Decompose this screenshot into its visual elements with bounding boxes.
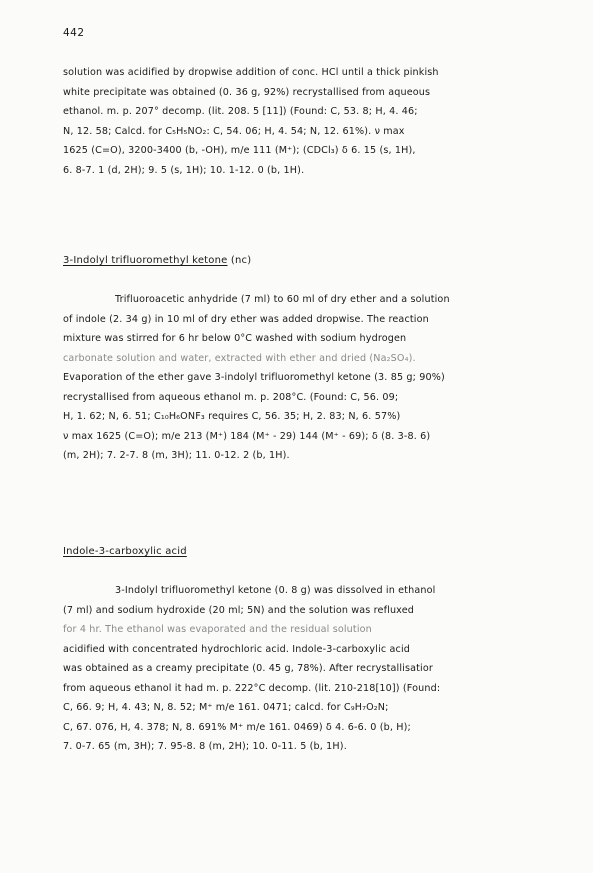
paragraph-carboxylic-acid — [63, 581, 563, 757]
text-line: was obtained as a creamy precipitate (0. 45 g, 78%). After recrystallisatior — [63, 663, 433, 674]
section-heading-indolyl-ketone — [63, 255, 251, 266]
heading-title: 3-Indolyl trifluoromethyl ketone — [63, 255, 228, 266]
text-line: acidified with concentrated hydrochloric acid. Indole-3-carboxylic acid — [63, 643, 411, 655]
text-line: C, 66. 9; H, 4. 43; N, 8. 52; M⁺ m/e 161. 0471; calcd. for C₉H₇O₂N; — [63, 702, 389, 713]
text-line: solution was acidified by dropwise addition of conc. HCl until a thick pinkish — [63, 67, 439, 78]
text-line: N, 12. 58; Calcd. for C₅H₅NO₂: C, 54. 06; H, 4. 54; N, 12. 61%). ν max — [63, 125, 405, 137]
text-line: ethanol. m. p. 207° decomp. (lit. 208. 5 [11]) (Found: C, 53. 8; H, 4. 46; — [63, 106, 418, 117]
text-line: 3-Indolyl trifluoromethyl ketone (0. 8 g) was dissolved in ethanol — [115, 585, 436, 596]
text-line: from aqueous ethanol it had m. p. 222°C decomp. (lit. 210-218[10]) (Found: — [63, 682, 441, 694]
text-line: 1625 (C=O), 3200-3400 (b, -OH), m/e 111 (M⁺); (CDCl₃) δ 6. 15 (s, 1H), — [63, 145, 416, 156]
section-heading-carboxylic-acid — [63, 546, 187, 557]
text-line: white precipitate was obtained (0. 36 g, 92%) recrystallised from aqueous — [63, 86, 431, 98]
text-line: 7. 0-7. 65 (m, 3H); 7. 95-8. 8 (m, 2H); 10. 0-11. 5 (b, 1H). — [63, 741, 347, 752]
text-line: of indole (2. 34 g) in 10 ml of dry ether was added dropwise. The reaction — [63, 313, 429, 325]
text-line: 6. 8-7. 1 (d, 2H); 9. 5 (s, 1H); 10. 1-12. 0 (b, 1H). — [63, 164, 305, 176]
text-line: C, 67. 076, H, 4. 378; N, 8. 691% M⁺ m/e 161. 0469) δ 4. 6-6. 0 (b, H); — [63, 721, 411, 733]
text-line: for 4 hr. The ethanol was evaporated and the residual solution — [63, 624, 372, 635]
text-line: recrystallised from aqueous ethanol m. p. 208°C. (Found: C, 56. 09; — [63, 391, 399, 403]
heading-title: Indole-3-carboxylic acid — [63, 546, 187, 557]
paragraph-indolyl-ketone — [63, 290, 563, 466]
text-line: (m, 2H); 7. 2-7. 8 (m, 3H); 11. 0-12. 2 (b, 1H). — [63, 450, 290, 461]
text-line: Trifluoroacetic anhydride (7 ml) to 60 ml of dry ether and a solution — [115, 294, 450, 305]
paragraph-block-1 — [63, 63, 563, 180]
text-line: Evaporation of the ether gave 3-indolyl trifluoromethyl ketone (3. 85 g; 90%) — [63, 372, 445, 383]
text-line: ν max 1625 (C=O); m/e 213 (M⁺) 184 (M⁺ - 29) 144 (M⁺ - 69); δ (8. 3-8. 6) — [63, 430, 431, 442]
text-line: H, 1. 62; N, 6. 51; C₁₀H₆ONF₃ requires C, 56. 35; H, 2. 83; N, 6. 57%) — [63, 411, 401, 422]
text-line: carbonate solution and water, extracted with ether and dried (Na₂SO₄). — [63, 352, 416, 364]
text-line: (7 ml) and sodium hydroxide (20 ml; 5N) and the solution was refluxed — [63, 604, 414, 616]
text-line: mixture was stirred for 6 hr below 0°C washed with sodium hydrogen — [63, 333, 407, 344]
page-number: 442 — [63, 27, 85, 39]
heading-suffix: (nc) — [230, 255, 252, 266]
